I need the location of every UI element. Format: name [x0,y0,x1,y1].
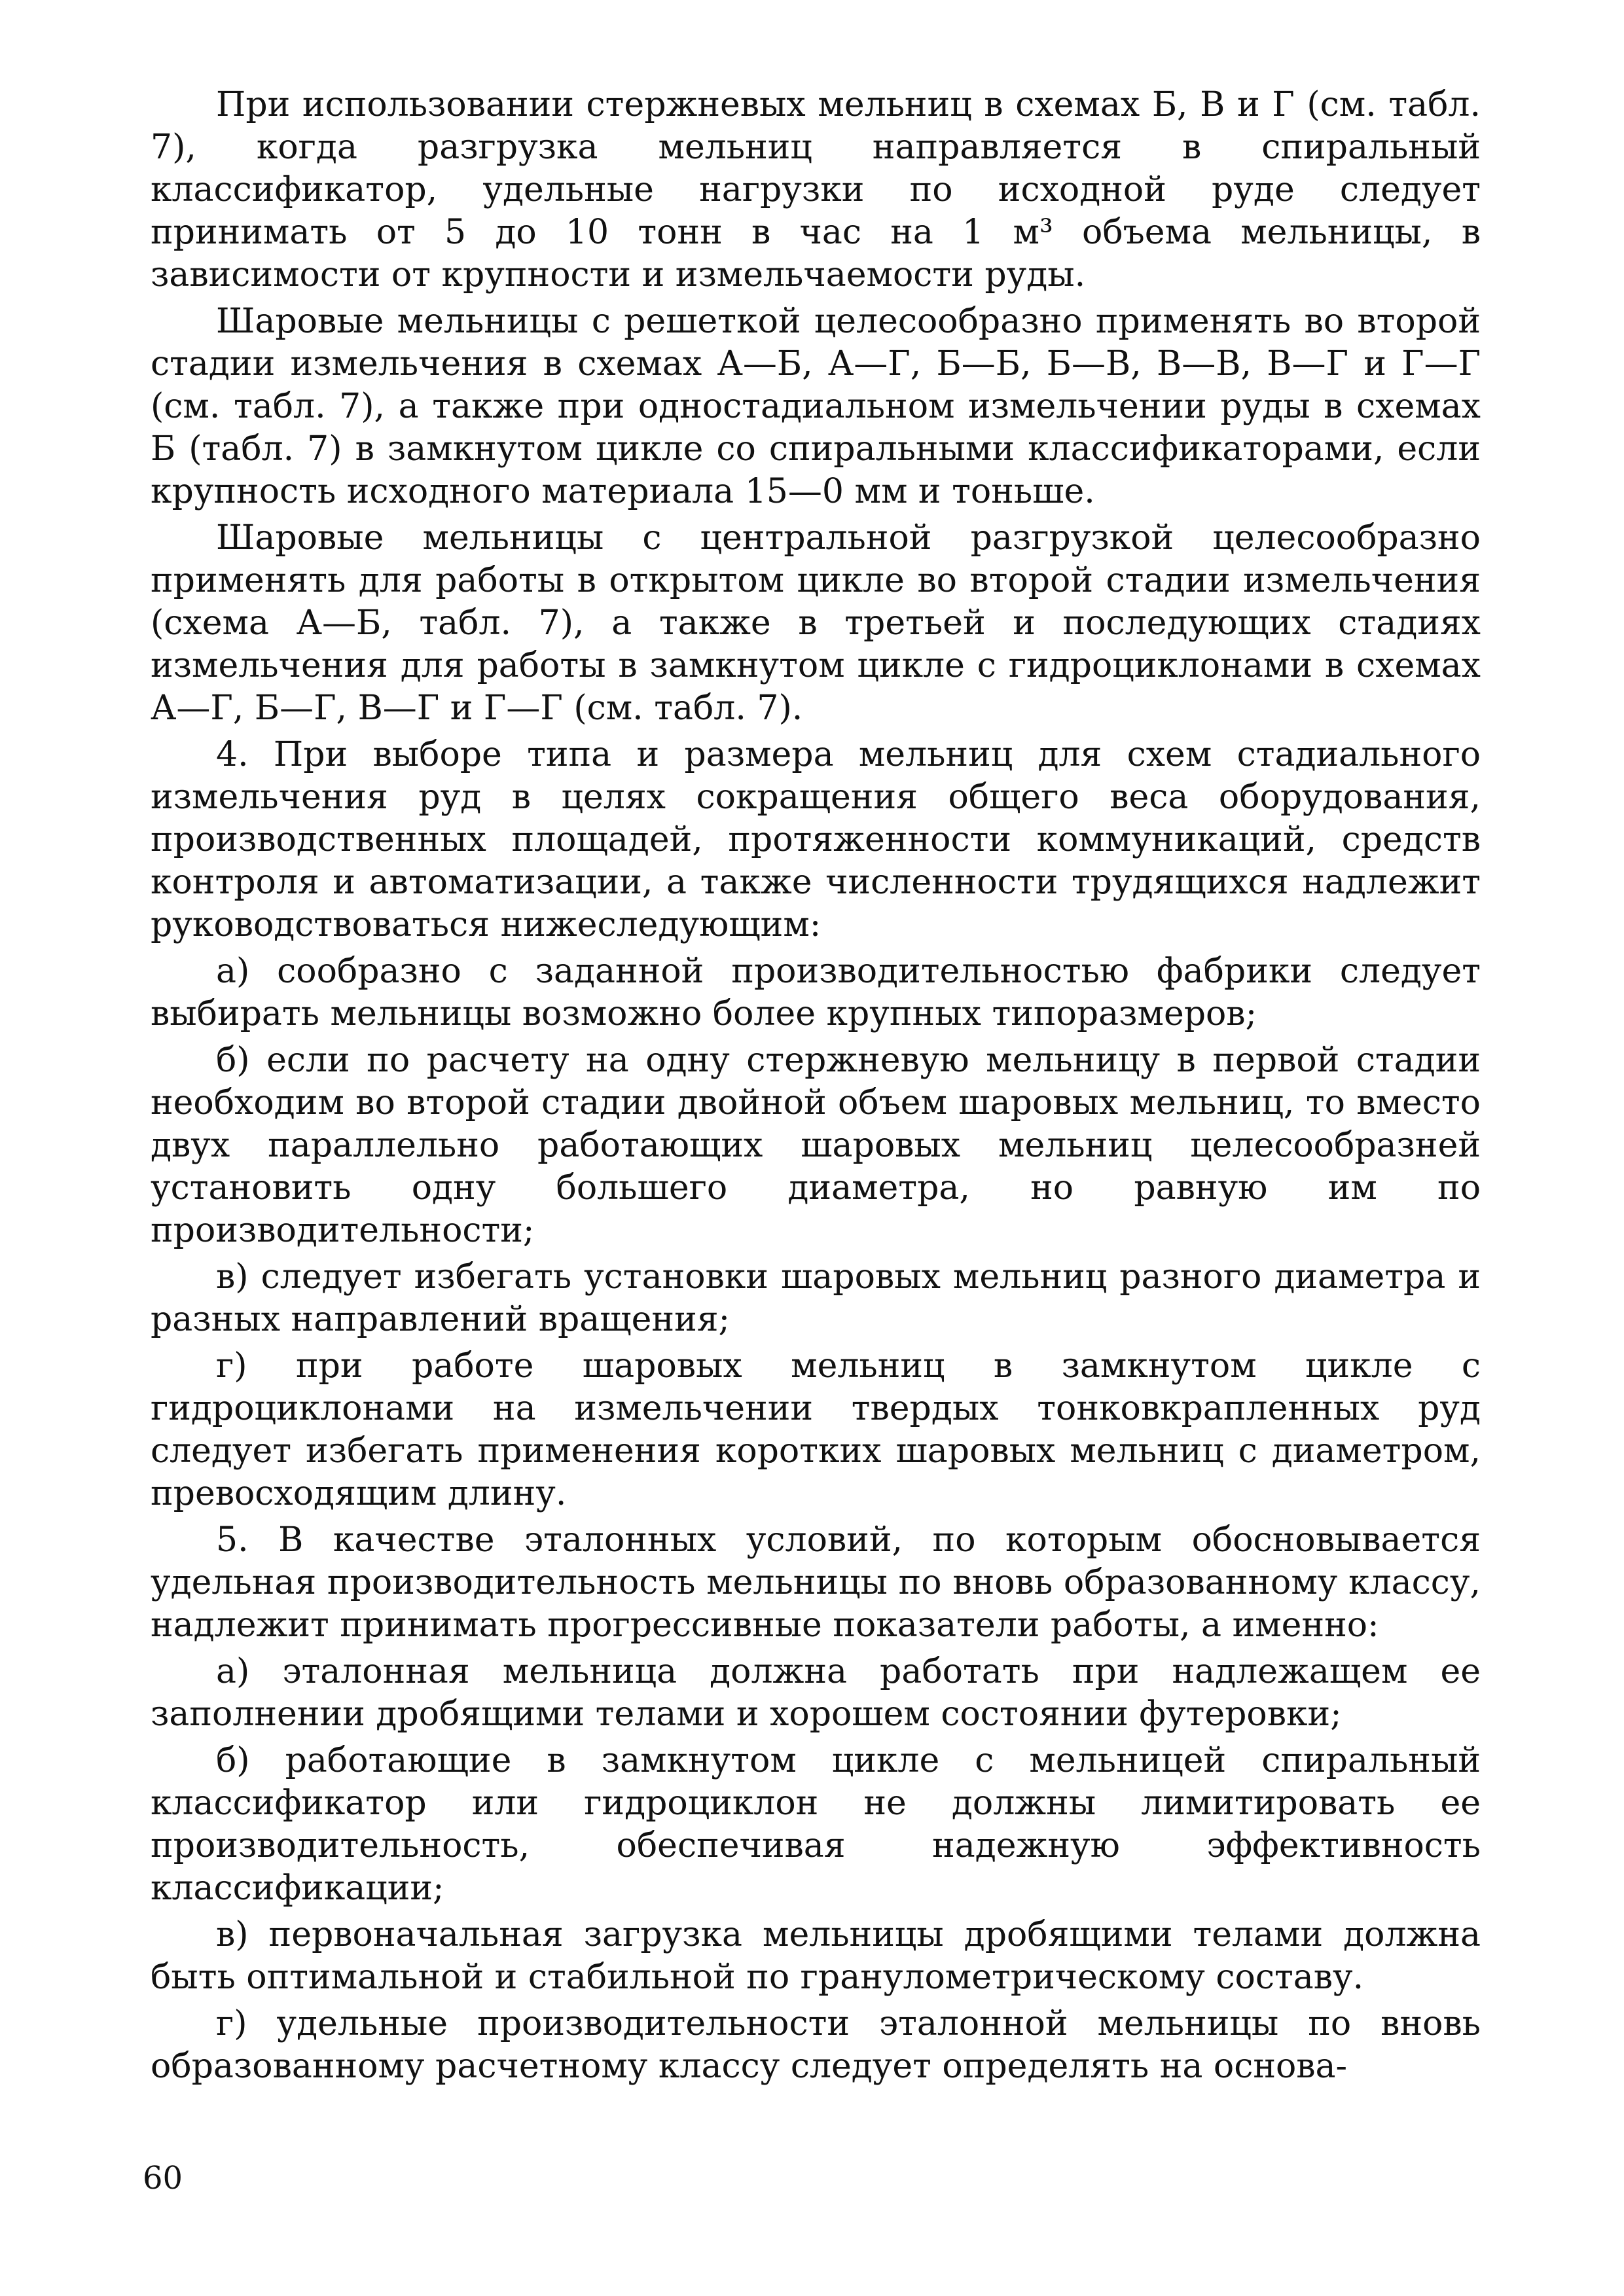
paragraph-item-4: 4. При выборе типа и размера мельниц для схем стадиального измельчения руд в целях сокращения общего веса оборудования, производственных площадей, протяженности коммуникаций, средств контроля и автоматизации, а также численности трудящихся надлежит руководствоваться нижеследующим: [151,735,1481,944]
paragraph-item-5a: а) эталонная мельница должна работать при надлежащем ее заполнении дробящими телами и хорошем состоянии футеровки; [151,1652,1481,1734]
paragraph-item-4v: в) следует избегать установки шаровых мельниц разного диаметра и разных направлений вращения; [151,1257,1481,1339]
paragraph-item-5: 5. В качестве эталонных условий, по которым обосновывается удельная производительность мельницы по вновь образованному классу, надлежит принимать прогрессивные показатели работы, а именно: [151,1520,1481,1645]
paragraph-item-4g: г) при работе шаровых мельниц в замкнутом цикле с гидроциклонами на измельчении твердых тонковкрапленных руд следует избегать применения коротких шаровых мельниц с диаметром, превосходящим длину. [151,1346,1481,1513]
paragraph-grate-ball-mills: Шаровые мельницы с решеткой целесообразно применять во второй стадии измельчения в схемах А—Б, А—Г, Б—Б, Б—В, В—В, В—Г и Г—Г (см. табл. 7), а также при одностадиальном измельчении руды в схемах Б (табл. 7) в замкнутом цикле со спиральными классификаторами, если крупность исходного материала 15—0 мм и тоньше. [151,302,1481,511]
paragraph-item-5b: б) работающие в замкнутом цикле с мельницей спиральный классификатор или гидроциклон не должны лимитировать ее производительность, обеспечивая надежную эффективность классификации; [151,1741,1481,1908]
paragraph-item-4b: б) если по расчету на одну стержневую мельницу в первой стадии необходим во второй стадии двойной объем шаровых мельниц, то вместо двух параллельно работающих шаровых мельниц целесообразней установить одну большего диаметра, но равную им по производительности; [151,1041,1481,1250]
paragraph-item-4a: а) сообразно с заданной производительностью фабрики следует выбирать мельницы возможно более крупных типоразмеров; [151,952,1481,1033]
page-body [151,84,1481,2092]
page-number: 60 [143,2160,183,2197]
paragraph-rod-mills: При использовании стержневых мельниц в схемах Б, В и Г (см. табл. 7), когда разгрузка мельниц направляется в спиральный классификатор, удельные нагрузки по исходной руде следует принимать от 5 до 10 тонн в час на 1 м³ объема мельницы, в зависимости от крупности и измельчаемости руды. [151,85,1481,295]
paragraph-item-5v: в) первоначальная загрузка мельницы дробящими телами должна быть оптимальной и стабильной по гранулометрическому составу. [151,1915,1481,1997]
paragraph-overflow-ball-mills: Шаровые мельницы с центральной разгрузкой целесообразно применять для работы в открытом цикле во второй стадии измельчения (схема А—Б, табл. 7), а также в третьей и последующих стадиях измельчения для работы в замкнутом цикле с гидроциклонами в схемах А—Г, Б—Г, В—Г и Г—Г (см. табл. 7). [151,518,1481,728]
paragraph-item-5g: г) удельные производительности эталонной мельницы по вновь образованному расчетному классу следует определять на основа- [151,2004,1481,2086]
